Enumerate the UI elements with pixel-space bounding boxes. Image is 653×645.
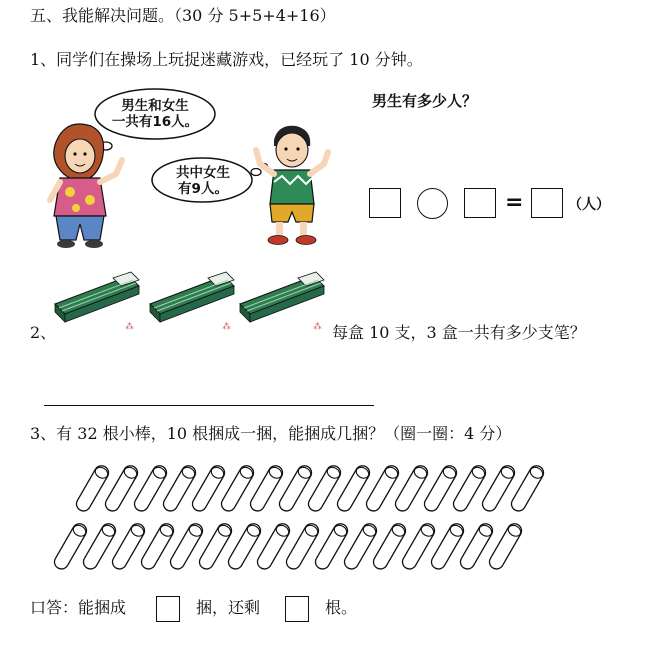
question-1-question: 男生有多少人？ — [372, 92, 478, 110]
bubble-left-line-1: 男生和女生 — [121, 98, 189, 114]
question-2-text: 每盒 10 支，3 盒一共有多少支笔？ — [332, 323, 586, 342]
unit-label: （人） — [568, 197, 610, 213]
watermark-stamp-2-icon: ⁂ — [222, 322, 231, 332]
answer-lead: 口答：能捆成 — [30, 598, 127, 617]
watermark-stamp-3-icon: ⁂ — [313, 322, 322, 332]
question-3-prompt: 3、有 32 根小棒，10 根捆成一捆，能捆成几捆？（圈一圈：4 分） — [30, 424, 512, 443]
remaining-count-box[interactable] — [285, 596, 309, 622]
answer-tail: 根。 — [325, 598, 358, 617]
section-title: 五、我能解决问题。（30 分 5+5+4+16） — [30, 6, 336, 25]
bubble-left-line-2: 一共有16人。 — [111, 114, 199, 130]
question-2-number: 2、 — [30, 323, 57, 342]
answer-middle: 捆，还剩 — [196, 598, 261, 617]
question-1-prompt: 1、同学们在操场上玩捉迷藏游戏，已经玩了 10 分钟。 — [30, 50, 423, 69]
equals-sign: = — [505, 190, 524, 215]
bubble-right-line-1: 共中女生 — [176, 165, 230, 181]
bubble-right-line-2: 有9人。 — [178, 181, 228, 197]
watermark-stamp-1-icon: ⁂ — [125, 322, 134, 332]
bundle-count-box[interactable] — [156, 596, 180, 622]
